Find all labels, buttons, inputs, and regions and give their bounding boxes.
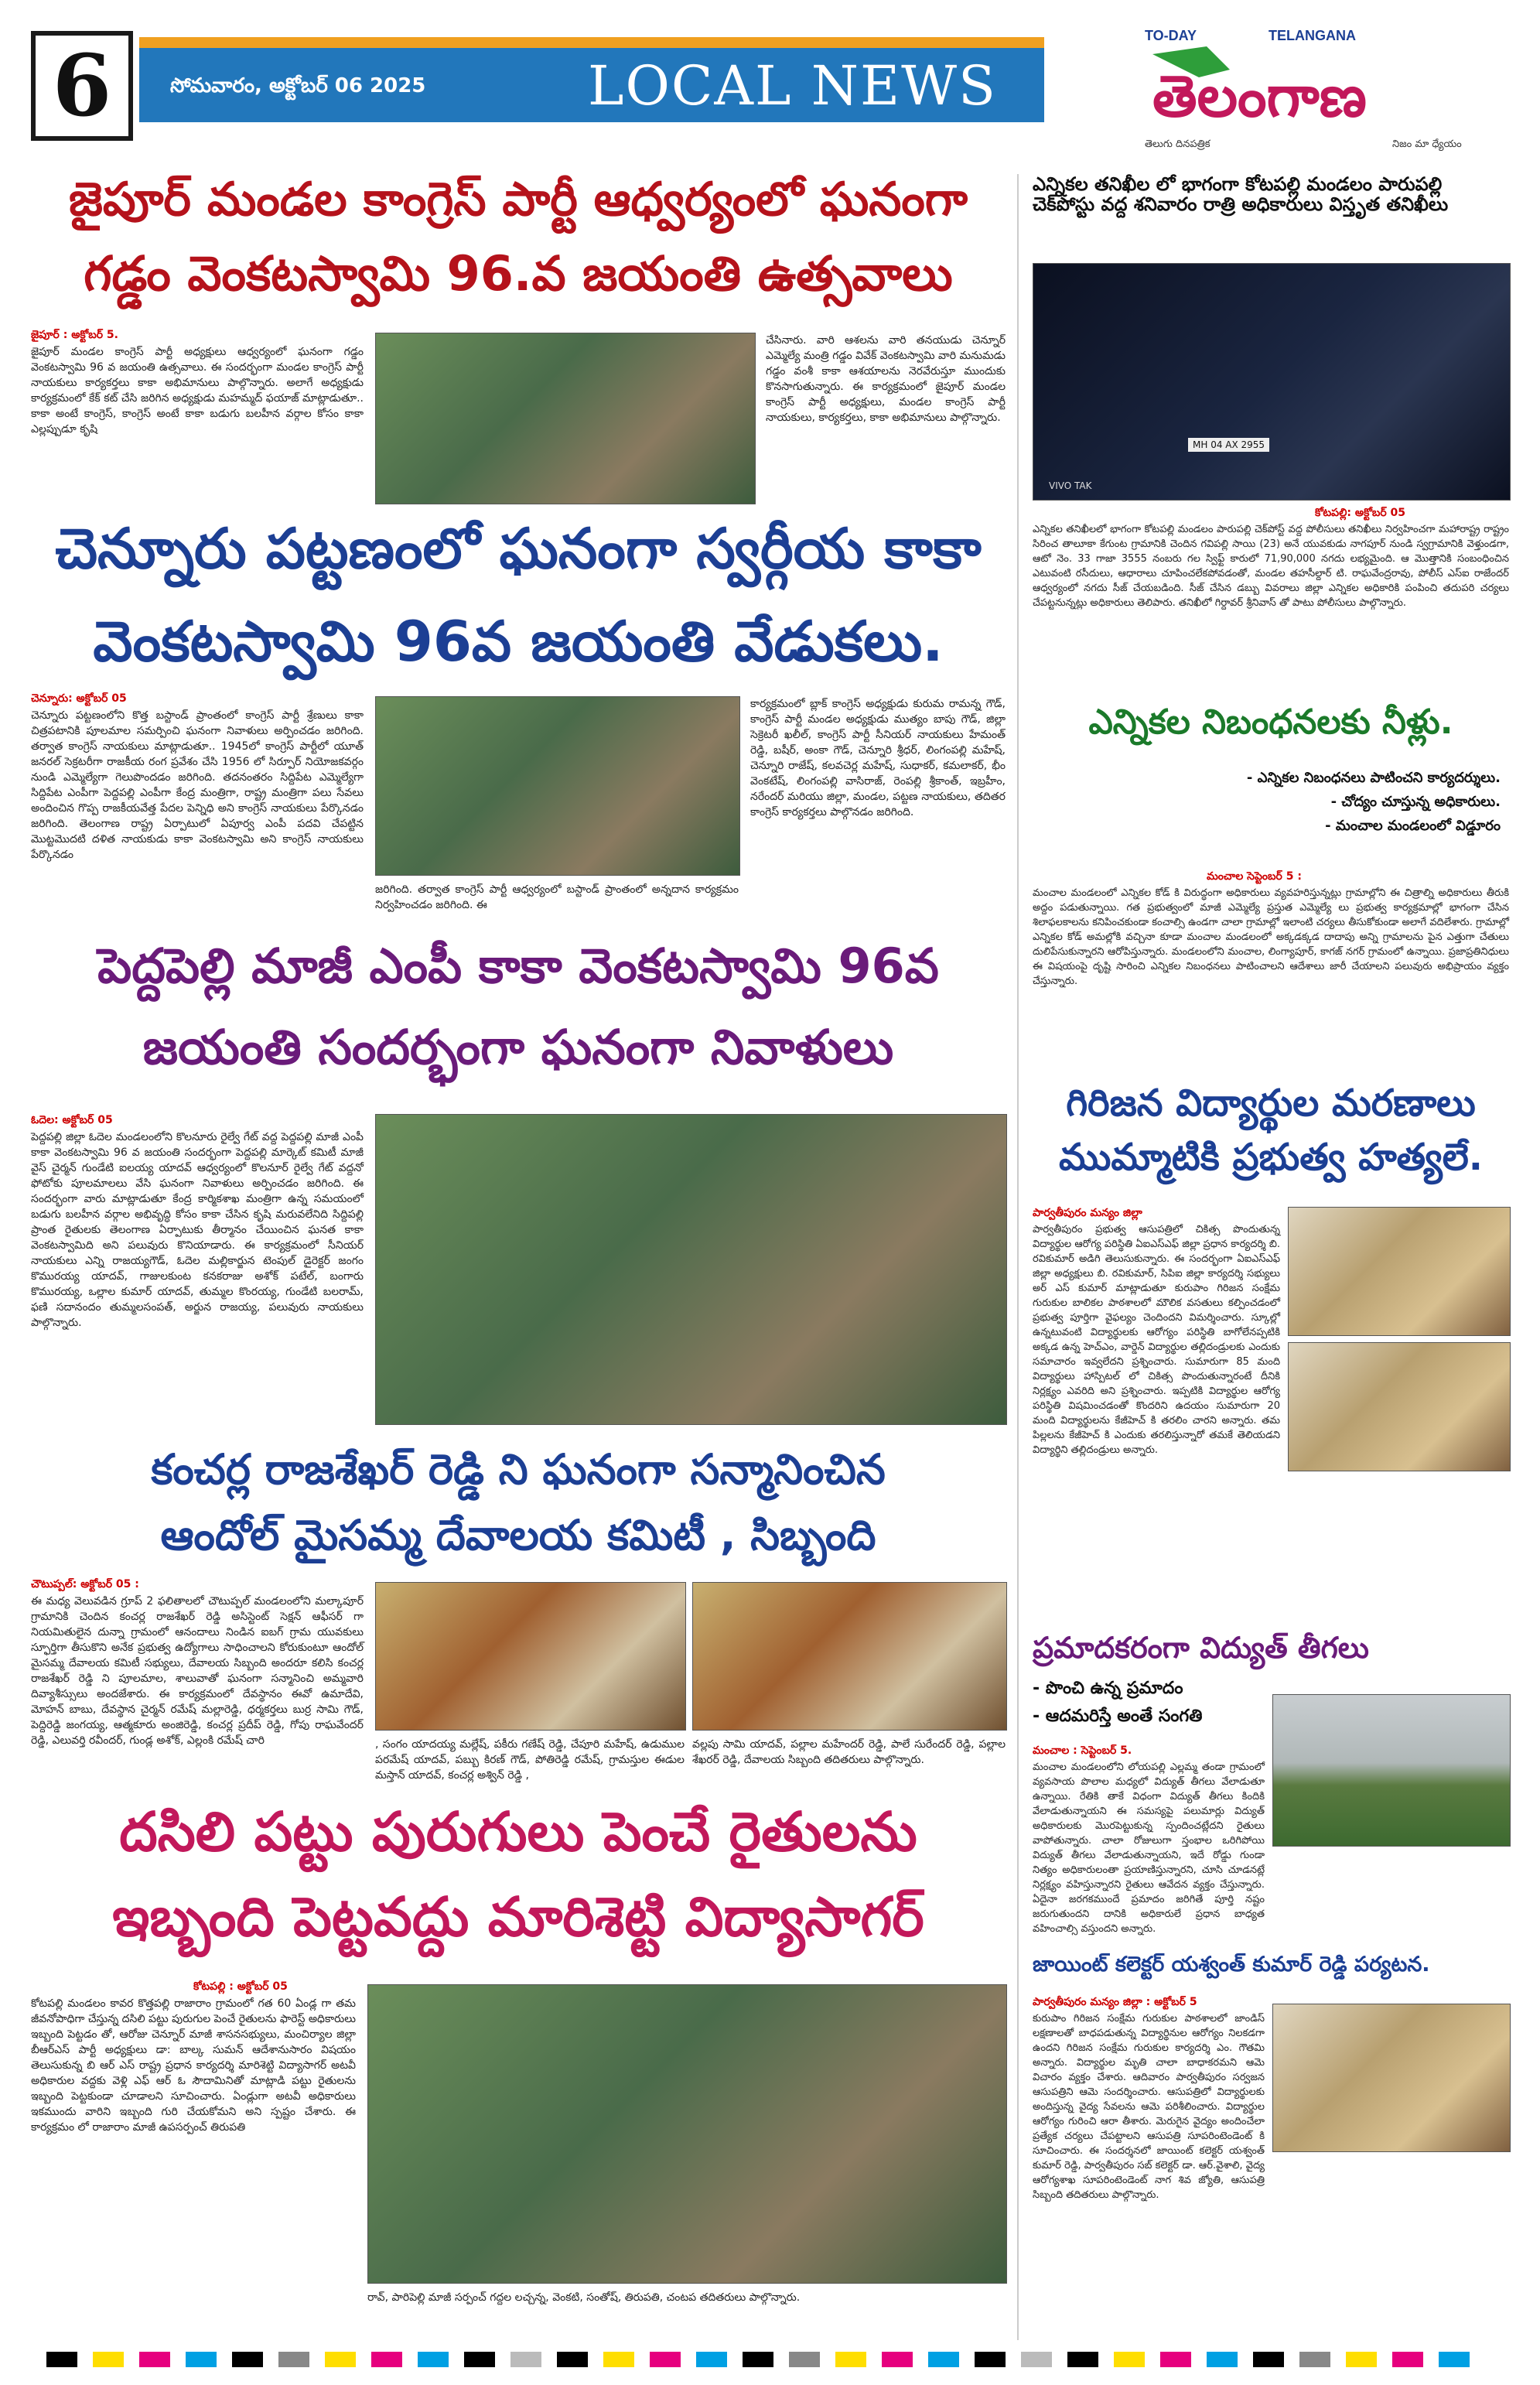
r1-dateline: కోటపల్లి: అక్టోబర్ 05 xyxy=(1315,507,1406,519)
a5-photo xyxy=(367,1984,1007,2284)
masthead-logo xyxy=(1137,23,1508,155)
logo-main-text: తెలంగాణ xyxy=(1152,63,1367,130)
a4-photo-1 xyxy=(375,1582,686,1731)
r2-bullets xyxy=(1067,770,1501,842)
logo-sub-right: నిజం మా ధ్యేయం xyxy=(1392,138,1462,150)
r2-bullet-3: - మంచాల మండలంలో విడ్డూరం xyxy=(1325,818,1501,834)
a5-dateline: కోటపల్లి : అక్టోబర్ 05 xyxy=(193,1980,288,1993)
r3-dateline: పార్వతీపురం మన్యం జిల్లా xyxy=(1033,1207,1142,1219)
r5-headline: జాయింట్ కలెక్టర్ యశ్వంత్ కుమార్ రెడ్డి పర్యటన. xyxy=(1033,1953,1430,1977)
r1-headline: ఎన్నికల తనిఖీల లో భాగంగా కోటపల్లి మండలం పారుపల్లి చెక్‌పోస్టు వద్ద శనివారం రాత్రి అధికారులు విస్తృత తనిఖీలు xyxy=(1033,173,1449,216)
a3-body: పెద్దపల్లి జిల్లా ఓదెల మండలంలోని కొలనూరు రైల్వే గేట్ వద్ద పెద్దపల్లి మాజీ ఎంపీ కాకా వెంకటస్వామి 96 వ జయంతి సందర్భంగా పెద్దపల్లి మార్కెట్ కమిటీ మాజీ వైస్ చైర్మన్ గుండేటి ఐలయ్య యాదవ్ ఆధ్వర్యంలో కొలనూర్ రైల్వే గేట్ వద్దనో ఫోటోకు పూలమాలలు వేసి ఘనంగా నివాళులు అర్పించడం జరిగింది. ఈ సందర్భంగా వారు మాట్లాడుతూ కేంద్ర కార్మికశాఖ మంత్రిగా ఉన్న సమయంలో బడుగు బలహీన వర్గాల అభివృద్ధి కోసం కాకా చేసిన కృషి మరువలేనిది సిద్దిపల్లి ప్రాంత రైతులకు తెలంగాణ ఏర్పాటుకు తీర్మానం చేయించిన ఘనత కాకా వెంకటస్వామిది అని పలువురు కొనియాడారు. ఈ కార్యక్రమంలో సీనియర్ నాయకులు ఎన్ని రాజయ్యగౌడ్, ఓదెల మల్లికార్జున టెంపుల్ డైరెక్టర్ జంగం కొమురయ్య యాదవ్, గాజులకుంట కనకరాజు అశోక్ పటేల్, బంగారు కొమురయ్య, ఒల్లాల కుమార్ యాదవ్, తుమ్మల కొంరయ్య, గుండేటి బలరామ్, ఫణి సదానందం తుమ్మలసంపత్, అర్జున రాజయ్య, పలువురు నాయకులు పాల్గొన్నారు. xyxy=(31,1131,364,1329)
column-divider xyxy=(1017,174,1019,2340)
a2-photo xyxy=(375,696,740,876)
a1-body-right: చేసినారు. వారి ఆశలను వారి తనయుడు చెన్నూర్ ఎమ్మెల్యే మంత్రి గడ్డం వివేక్ వెంకటస్వామి వారి మనుమడు గడ్డం వంశీ కాకా ఆశయాలను నెరవేరుస్తూ ముందుకు కొనసాగుతున్నారు. ఈ కార్యక్రమంలో జైపూర్ మండల కాంగ్రెస్ పార్టీ అధ్యక్షులు, మండల కాంగ్రెస్ పార్టీ నాయకులు, కార్యకర్తలు, కాకా అభిమానులు పాల్గొన్నారు. xyxy=(766,334,1006,424)
a3-headline-2: జయంతి సందర్భంగా ఘనంగా నివాళులు xyxy=(142,1019,894,1075)
a3-dateline: ఓదెల: అక్టోబర్ 05 xyxy=(31,1114,113,1126)
r4-photo xyxy=(1272,1694,1511,1847)
registration-marks xyxy=(46,2352,1493,2367)
issue-date: సోమవారం, అక్టోబర్ 06 2025 xyxy=(170,74,426,97)
logo-top-right: TELANGANA xyxy=(1269,28,1356,43)
r5-photo xyxy=(1272,2004,1511,2152)
r4-bullet-2: - ఆదమరిస్తే అంతే సంగతి xyxy=(1033,1707,1203,1726)
r2-bullet-1: - ఎన్నికల నిబంధనలు పాటించని కార్యదర్శులు. xyxy=(1246,770,1501,786)
a3-headline-1: పెద్దపెల్లి మాజీ ఎంపీ కాకా వెంకటస్వామి 96వ xyxy=(97,938,939,994)
a1-dateline: జైపూర్ : అక్టోబర్ 5. xyxy=(31,329,118,341)
a4-body-mid: , సంగం యాదయ్య మల్లేష్, పకీరు గణేష్ రెడ్డి, చేపూరి మహేష్, ఉడుముల పరమేష్ యాదవ్, పబ్బు కిరణ్ గౌడ్, పోతిరెడ్డి రమేష్, గ్రామస్తుల ఈడుల మస్తాన్ యాదవ్, కంచర్ల అశ్విన్ రెడ్డి , xyxy=(375,1738,685,1782)
logo-top-left: TO-DAY xyxy=(1145,28,1197,43)
r4-body: మంచాల మండలంలోని లోయపల్లి ఎల్లమ్మ తండా గ్రామంలో వ్యవసాయ పొలాల మధ్యలో విద్యుత్ తీగలు వేలాడుతూ ఉన్నాయి. రేతికి తాకే విధంగా విద్యుత్ తీగలు కిందికి వేలాడుతున్నాయని ఈ సమస్యపై పలుమార్లు విద్యుత్ అధికారులకు మొరపెట్టుకున్న స్పందించట్లేదని రైతులు వాపోతున్నారు. చాలా రోజులుగా స్తంభాల ఒరిగిపోయి విద్యుత్ తీగలు వేలాడుతున్నాయని, ఇదే రోడ్డు గుండా నిత్యం అధికారులంతా ప్రయాణిస్తున్నారని, చూసి చూడనట్లే నిర్లక్ష్యం వహిస్తున్నారని రైతులు ఆవేదన వ్యక్తం చేస్తున్నారు. ఏదైనా జరగకముందే ప్రమాదం జరిగితే పూర్తి నష్టం జరుగుతుందని దానికి అధికారులే ప్రధాన బాధ్యత వహించాల్సి వస్తుందని అన్నారు. xyxy=(1033,1761,1265,1935)
r2-body: మంచాల మండలంలో ఎన్నికల కోడ్ కి విరుద్ధంగా అధికారులు వ్యవహరిస్తున్నట్లు గ్రామాల్లోని ఈ చిత్రాల్ని అధికారులు తీరుకి అద్దం పడుతున్నాయి. గత ప్రభుత్వంలో మాజీ ఎమ్మెల్యే ప్రస్తుత ఎమ్మెల్యే లు ప్రభుత్వ కార్యక్రమాల్లో భాగంగా చేసిన శిలాఫలకాలను కనిపించకుండా కంచాల్సి ఉండగా చాలా గ్రామాల్లో ఇలాంటి చర్యలు తీసుకోకుండా అలాగే వదిలేశారు. గ్రామాల్లో ఎన్నికల కోడ్ అమల్లోకి వచ్చినా కూడా మంచాల మండలంలో అక్కడక్కడ దాదాపు అన్ని గ్రామాలను పైన ఎత్తుగా చేతులు దులిపేసుకున్నారని ఆరోపిస్తున్నారు. మండలంలోని మంచాల, లింగ్యాపూర్, కాగజ్ నగర్ గ్రామంలో ఉన్నాయి. ప్రజాప్రతినిధులు ఈ విషయంపై దృష్టి సారించి ఎన్నికల నిబంధనలు పాటించాలని ఆదేశాలు జారీ చేయాలని పలువురు అభిప్రాయం వ్యక్తం చేస్తున్నారు. xyxy=(1033,887,1509,987)
a2-headline-2: వెంకటస్వామి 96వ జయంతి వేడుకలు. xyxy=(93,609,944,674)
a1-headline-2: గడ్డం వెంకటస్వామి 96.వ జయంతి ఉత్సవాలు xyxy=(84,245,953,302)
a4-dateline: చౌటుప్పల్: అక్టోబర్ 05 : xyxy=(31,1578,139,1591)
a5-body-bottom: రావ్, పారిపెల్లి మాజీ సర్పంచ్ గద్దల లచ్చన్న, వెంకటి, సంతోష్, తిరుపతి, చంటప తదితరులు పాల్గొన్నారు. xyxy=(367,2291,801,2304)
a3-photo xyxy=(375,1114,1007,1425)
section-title: LOCAL NEWS xyxy=(588,54,997,118)
header-band xyxy=(139,37,1044,122)
a2-dateline: చెన్నూరు: అక్టోబర్ 05 xyxy=(31,692,127,705)
r3-photo-2 xyxy=(1288,1342,1511,1471)
r2-headline: ఎన్నికల నిబంధనలకు నీళ్లు. xyxy=(1088,702,1453,742)
a4-body-right: వల్లపు సామి యాదవ్, పల్లాల మహేందర్ రెడ్డి, పాలే సురేందర్ రెడ్డి, పల్లాల శేఖరర్ రెడ్డి, దేవాలయ సిబ్బంది తదితరులు పాల్గొన్నారు. xyxy=(692,1738,1006,1766)
r1-plate: MH 04 AX 2955 xyxy=(1188,438,1269,452)
a1-photo xyxy=(375,333,756,504)
header-accent-strip xyxy=(139,37,1044,48)
r3-body: పార్వతీపురం ప్రభుత్వ ఆసుపత్రిలో చికిత్స పొందుతున్న విద్యార్థుల ఆరోగ్య పరిస్థితి ఏఐఎస్ఎఫ్ జిల్లా ప్రధాన కార్యదర్శి బి. రవికుమార్ అడిగి తెలుసుకున్నారు. ఈ సందర్భంగా ఏఐఎస్ఎఫ్ జిల్లా అధ్యక్షులు బి. రవికుమార్, సిపిఐ జిల్లా కార్యదర్శి సభ్యులు అర్ ఎస్ కుమార్ మాట్లాడుతూ కురుపాం గిరిజన సంక్షేమ గురుకుల బాలికల పాఠశాలలో మౌలిక వసతులు కల్పించడంలో ప్రభుత్వ పూర్తిగా వైఫల్యం చెందిందని విమర్శించారు. స్కూల్లో ఉన్నటువంటి విద్యార్థులకు ఆరోగ్యం పరిస్థితి బాగోలేనప్పటికి అక్కడ ఉన్న హెచ్ఎం, వార్డెన్ విద్యార్థుల తల్లిదండ్రులకు ఎందుకు సమాచారం ఇవ్వలేదని ప్రశ్నించారు. సుమారుగా 85 మంది విద్యార్థులు హాస్పిటల్ లో చికిత్స పొందుతున్నారంటే దీనికి నిర్లక్ష్యం ఎవరిది అని ప్రశ్నించారు. ఇప్పటికి విద్యార్థుల ఆరోగ్య పరిస్థితి విషమించడంతో కొందరిని ఉదయం సుమారుగా 20 మంది విద్యార్థులను కేజీహెచ్ కి తరలిం చారని అన్నారు. తమ పిల్లలను కేజీహెచ్ కి ఎందుకు తరలిస్తున్నారో తమకే తెలియడని విద్యార్థిని తల్లిదండ్రులు అన్నారు. xyxy=(1033,1224,1280,1456)
r3-photo-1 xyxy=(1288,1207,1511,1336)
a4-photo-2 xyxy=(692,1582,1007,1731)
a4-headline-2: ఆందోల్ మైసమ్మ దేవాలయ కమిటీ , సిబ్బంది xyxy=(160,1511,876,1560)
r3-headline-2: ముమ్మాటికి ప్రభుత్వ హత్యలే. xyxy=(1058,1136,1484,1179)
r3-headline-1: గిరిజన విద్యార్థుల మరణాలు xyxy=(1066,1081,1476,1125)
r5-dateline: పార్వతీపురం మన్యం జిల్లా : అక్టోబర్ 5 xyxy=(1033,1996,1197,2008)
r2-bullet-2: - చోద్యం చూస్తున్న అధికారులు. xyxy=(1330,794,1501,810)
a1-body-left: జైపూర్ మండల కాంగ్రెస్ పార్టీ అధ్యక్షులు ఆధ్వర్యంలో ఘనంగా గడ్డం వెంకటస్వామి 96 వ జయంతి ఉత్సవాలు. ఈ సందర్భంగా మండల కాంగ్రెస్ పార్టీ నాయకులు కార్యకర్తలు కాకా అభిమానులు పాల్గొన్నారు. అలాగే అధ్యక్షుడు కార్యక్రమంలో కేక్ కట్ చేసి జరిగిన అధ్యక్షుడు మహమ్మద్ ఫయాజ్ మాట్లాడుతూ.. కాకా అంటే కాంగ్రెస్, కాంగ్రెస్ అంటే కాకా బడుగు బలహీన వర్గాల కోసం కాకా ఎల్లప్పుడూ కృషి xyxy=(31,346,364,436)
a2-headline-1: చెన్నూరు పట్టణంలో ఘనంగా స్వర్గీయ కాకా xyxy=(55,516,982,581)
r4-bullets xyxy=(1033,1679,1265,1734)
r1-photo-caption: VIVO TAK xyxy=(1049,480,1092,491)
registration-marks-svg xyxy=(46,2352,1493,2367)
r5-body: కురుపాం గిరిజన సంక్షేమ గురుకుల పాఠశాలలో జాండిస్ లక్షణాలతో బాధపడుతున్న విద్యార్థినుల ఆరోగ్యం నిలకడగా ఉందని గిరిజన సంక్షేమ గురుకుల కార్యదర్శి ఎం. గౌతమి అన్నారు. విద్యార్థుల మృతి చాలా బాధాకరమని ఆమె విచారం వ్యక్తం చేశారు. ఆదివారం పార్వతీపురం సర్వజన ఆసుపత్రిని ఆమె సందర్శించారు. ఆసుపత్రిలో విద్యార్థులకు అందిస్తున్న వైద్య సేవలను ఆమె పరిశీలించారు. విద్యార్థుల ఆరోగ్యం గురించి ఆరా తీశారు. మెరుగైన వైద్యం అందించేలా ప్రత్యేక చర్యలు చేపట్టాలని ఆసుపత్రి సూపరింటెండెంట్ కి సూచించారు. ఈ సందర్శనలో జాయింట్ కలెక్టర్ యశ్వంత్ కుమార్ రెడ్డి, పార్వతీపురం సబ్ కలెక్టర్ డా. ఆర్.వైశాలి, వైద్య ఆరోగ్యశాఖ సూపరింటెండెంట్ నాగ శివ జ్యోతి, ఆసుపత్రి సిబ్బంది తదితరులు పాల్గొన్నారు. xyxy=(1033,2013,1265,2201)
r4-headline: ప్రమాదకరంగా విద్యుత్ తీగలు xyxy=(1033,1631,1369,1665)
a4-body: ఈ మధ్య వెలువడిన గ్రూప్ 2 ఫలితాలలో చౌటుప్పల్ మండలంలోని మల్కాపూర్ గ్రామానికి చెందిన కంచర్ల రాజశేఖర్ రెడ్డి అసిస్టెంట్ సెక్షన్ ఆఫీసర్ గా నియమితులైన దున్నా గ్రామంలో ఆనందాలు నిండిన ఐబగ్ గ్రామ యువకులు స్ఫూర్తిగా తీసుకొని అనేక ప్రభుత్వ ఉద్యోగాలు సాధించాలని కోరుకుంటూ ఆందోల్ మైసమ్మ దేవాలయ కమిటీ సభ్యులు, దేవాలయ సిబ్బంది అందరూ కలిసి కంచర్ల రాజశేఖర్ రెడ్డి ని పూలమాల, శాలువాతో ఘనంగా సన్మానించి అమ్మవారి దివ్యాశీస్సులు అందజేశారు. ఈ కార్యక్రమంలో దేవస్థానం ఈవో ఉమాదేవి, మోహన్ బాబు, దేవస్థాన చైర్మన్ రమేష్ మల్లారెడ్డి, ధర్మకర్తలు బుర్ర సామి గౌడ్, పెద్దిరెడ్డి జంగయ్య, ఆత్మకూరు అంజిరెడ్డి, కంచర్ల ప్రదీప్ రెడ్డి, గోపు రాఘవేందర్ రెడ్డి, ఎలువర్తి రవీందర్, గుండ్ల అశోక్, ఎల్లంకి రమేష్ చారి xyxy=(31,1595,364,1747)
r4-dateline: మంచాల : సెప్టెంబర్ 5. xyxy=(1033,1744,1132,1757)
r4-bullet-1: - పొంచి ఉన్న ప్రమాదం xyxy=(1033,1679,1183,1698)
a2-body-mid: జరిగింది. తర్వాత కాంగ్రెస్ పార్టీ ఆధ్వర్యంలో బస్టాండ్ ప్రాంతంలో అన్నదాన కార్యక్రమం నిర్వహించడం జరిగింది. ఈ xyxy=(375,883,739,911)
a2-body-right: కార్యక్రమంలో బ్లాక్ కాంగ్రెస్ అధ్యక్షుడు కురుమ రామన్న గౌడ్, కాంగ్రెస్ పార్టీ మండల అధ్యక్షుడు ముత్యం బాపు గౌడ్, జిల్లా సెక్రెటరీ ఖలీల్, కాంగ్రెస్ పార్టీ సీనియర్ నాయకులు హేమంత్ రెడ్డి, బషీర్, అంకా గౌడ్, చెన్నూరి శ్రీధర్, లింగంపల్లి మహేష్, చెన్నూరి రాజేష్, కలవచెర్ల మహేష్, సుధాకర్, కమలాకర్, భీం వెంకటేష్, లింగంపల్లి వాసిరాజ్, రెంపల్లి శ్రీకాంత్, ఇబ్రహీం, నరేందర్ మరియు జిల్లా, మండల, పట్టణ నాయకులు, తదితర కాంగ్రెస్ కార్యకర్తలు పాల్గొనడం జరిగింది. xyxy=(750,698,1006,818)
a5-body: కోటపల్లి మండలం కావర కొత్తపల్లి రాజారాం గ్రామంలో గత 60 ఏండ్ల గా తమ జీవనోపాధిగా చేస్తున్న దసిలి పట్టు పురుగుల పెంచే రైతులను ఫారెస్ట్ అధికారులు ఇబ్బంది పెట్టడం తో, ఆరోజు చెన్నూర్ మాజీ శాసనసభ్యులు, మంచిర్యాల జిల్లా బీఆర్ఎస్ పార్టీ అధ్యక్షులు డా: బాల్క సుమన్ ఆదేశానుసారం విషయం తెలుసుకున్న బి ఆర్ ఎస్ రాష్ట్ర ప్రధాన కార్యదర్శి మారిశెట్టి విద్యాసాగర్ అటవీ అధికారుల వద్దకు వెళ్లి ఎఫ్ ఆర్ ఓ సౌదామినితో మాట్లాడి పట్టు రైతులను ఇబ్బంది పెట్టకుండా చూడాలని సూచించారు. ఏండ్లుగా అటవీ అధికారులు ఇకముందు వారిని ఇబ్బంది గురి చేయకోమని అని స్పష్టం చేశారు. ఈ కార్యక్రమం లో రాజారాం మాజీ ఉపసర్పంచ్ తిరుపతి xyxy=(31,1997,356,2134)
page-number: 6 xyxy=(31,31,133,141)
a2-body-left: చెన్నూరు పట్టణంలోని కొత్త బస్టాండ్ ప్రాంతంలో కాంగ్రెస్ పార్టీ శ్రేణులు కాకా చిత్రపటానికి పూలమాల సమర్పించి ఘనంగా నివాళులు అర్పించడం జరిగింది. తర్వాత కాంగ్రెస్ నాయకులు మాట్లాడుతూ.. 1945లో కాంగ్రెస్ పార్టీలో యూత్ జనరల్ సెక్రటరీగా రాజకీయ రంగ ప్రవేశం చేసి 1956 లో సిర్పూర్ నియోజకవర్గం నుండి ఎమ్మెల్యేగా గెలుపొందడం జరిగింది. తదనంతరం సిద్దిపేట ఎమ్మెల్యేగా సిద్దిపేట ఎంపీగా పెద్దపల్లి ఎంపీగా కేంద్ర మంత్రిగా, రాష్ట్ర మంత్రిగా పలు సేవలు అందించిన గొప్ప రాజకీయవేత్త పేదల పెన్నిధి అని కాంగ్రెస్ నాయకులు పేర్కొనడం జరిగింది. తెలంగాణ రాష్ట్ర ఏర్పాటులో ఏపూర్వ ఎంపీ పదవి చేపట్టిన మొట్టమొదటి దళిత నాయకుడు కాకా వెంకటస్వామి అని కాంగ్రెస్ నాయకులు పేర్కొనడం xyxy=(31,709,364,861)
r2-dateline: మంచాల సెప్టెంబర్ 5 : xyxy=(1207,870,1302,883)
a5-headline-1: దసిలి పట్టు పురుగులు పెంచే రైతులను xyxy=(119,1800,917,1864)
a5-headline-2: ఇబ్బంది పెట్టవద్దు మారిశెట్టి విద్యాసాగర్ xyxy=(112,1885,924,1949)
r1-photo xyxy=(1033,263,1511,501)
logo-sub-left: తెలుగు దినపత్రిక xyxy=(1145,138,1210,150)
r1-body: ఎన్నికల తనిఖీలలో భాగంగా కోటపల్లి మండలం పారుపల్లి చెక్‌పోస్ట్ వద్ద పోలీసులు తనిఖీలు నిర్వహించగా మహారాష్ట్ర రాష్ట్రం సిరించ తాలూకా కేగుంట గ్రామానికి చెందిన గవిపల్లి సాయి (23) అనే యువకుడు నాగపూర్ నుండి స్వగ్రామానికి వెళ్తుండగా, ఆటో నెం. 33 గాజా 3555 నంబరు గల స్విఫ్ట్ కారులో 71,90,000 నగదు లభ్యమైంది. ఆ మొత్తానికి సంబంధించిన ఎటువంటి రసీదులు, ఆధారాలు చూపించలేకపోవడంతో, మండల తహసీల్దార్ టి. రాఘవేంద్రరావు, పోలీస్ ఎస్ఐ రాజేందర్ ఆధ్వర్యంలో నగదు సీజ్ చేయబడింది. సీజ్ చేసిన డబ్బు వివరాలు జిల్లా ఎన్నికల అధికారికి పంపించి తదుపరి చర్యలు చేపట్టనున్నట్లు అధికారులు తెలిపారు. తనిఖీలో గిర్దావర్ శ్రీనివాస్ తో పాటు పోలీసులు పాల్గొన్నారు. xyxy=(1033,524,1509,609)
a4-headline-1: కంచర్ల రాజశేఖర్ రెడ్డి ని ఘనంగా సన్మానించిన xyxy=(151,1445,886,1494)
a1-headline-1: జైపూర్ మండల కాంగ్రెస్ పార్టీ ఆధ్వర్యంలో ఘనంగా xyxy=(68,173,968,227)
